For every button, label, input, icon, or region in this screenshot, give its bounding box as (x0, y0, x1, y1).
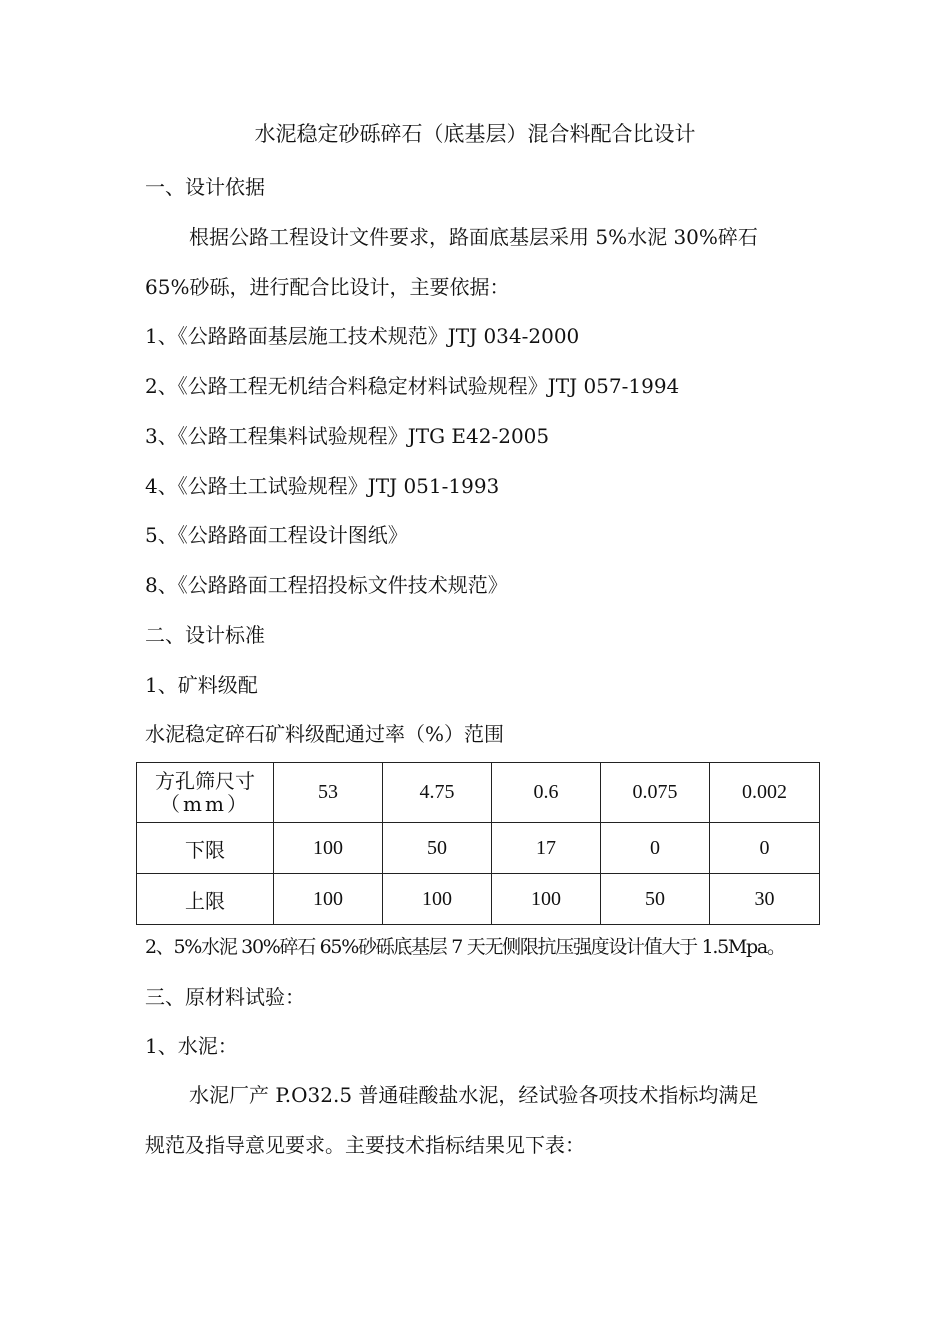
table-header-row (137, 763, 820, 823)
document-title: 水泥稳定砂砾碎石（底基层）混合料配合比设计 (254, 122, 696, 146)
section1-paragraph-line1: 根据公路工程设计文件要求，路面底基层采用 5%水泥 30%碎石 (189, 225, 758, 249)
gradation-table (136, 762, 820, 925)
table-row-lower-limit (137, 823, 820, 874)
table-cell: 0 (710, 823, 820, 874)
sieve-size-cell: 4.75 (383, 763, 492, 823)
table-cell: 17 (492, 823, 601, 874)
table-header-cell (137, 763, 274, 823)
section1-heading: 一、设计依据 (145, 175, 265, 199)
table-cell: 100 (383, 874, 492, 925)
section2-sub2: 2、5%水泥 30%碎石 65%砂砾底基层 7 天无侧限抗压强度设计值大于 1.5Mpa。 (145, 936, 785, 958)
reference-item: 4、《公路土工试验规程》JTJ 051-1993 (145, 474, 500, 498)
section1-paragraph-line2: 65%砂砾，进行配合比设计，主要依据： (145, 275, 510, 299)
table-cell: 50 (383, 823, 492, 874)
table-cell: 100 (492, 874, 601, 925)
reference-item: 3、《公路工程集料试验规程》JTG E42-2005 (145, 424, 550, 448)
reference-item: 8、《公路路面工程招投标文件技术规范》 (145, 573, 508, 597)
section3-heading: 三、原材料试验： (145, 985, 305, 1009)
table-cell: 0 (601, 823, 710, 874)
section3-paragraph-line2: 规范及指导意见要求。主要技术指标结果见下表： (145, 1133, 585, 1157)
sieve-size-cell: 53 (274, 763, 383, 823)
section2-sub1: 1、矿料级配 (145, 673, 258, 697)
table-cell: 50 (601, 874, 710, 925)
reference-item: 2、《公路工程无机结合料稳定材料试验规程》JTJ 057-1994 (145, 374, 680, 398)
row-label: 上限 (137, 874, 274, 925)
table-cell: 100 (274, 823, 383, 874)
section3-paragraph-line1: 水泥厂产 P.O32.5 普通硅酸盐水泥，经试验各项技术指标均满足 (189, 1083, 759, 1107)
table-cell: 100 (274, 874, 383, 925)
sieve-size-cell: 0.075 (601, 763, 710, 823)
table-row-upper-limit (137, 874, 820, 925)
table-caption: 水泥稳定碎石矿料级配通过率（%）范围 (145, 722, 505, 746)
sieve-size-label: 方孔筛尺寸 (155, 768, 255, 793)
sieve-size-cell: 0.6 (492, 763, 601, 823)
reference-item: 5、《公路路面工程设计图纸》 (145, 523, 408, 547)
reference-item: 1、《公路路面基层施工技术规范》JTJ 034-2000 (145, 324, 580, 348)
section2-heading: 二、设计标准 (145, 623, 265, 647)
table-cell: 30 (710, 874, 820, 925)
sieve-size-unit: （mm） (160, 791, 250, 816)
sieve-size-cell: 0.002 (710, 763, 820, 823)
row-label: 下限 (137, 823, 274, 874)
section3-sub1: 1、水泥： (145, 1034, 238, 1058)
